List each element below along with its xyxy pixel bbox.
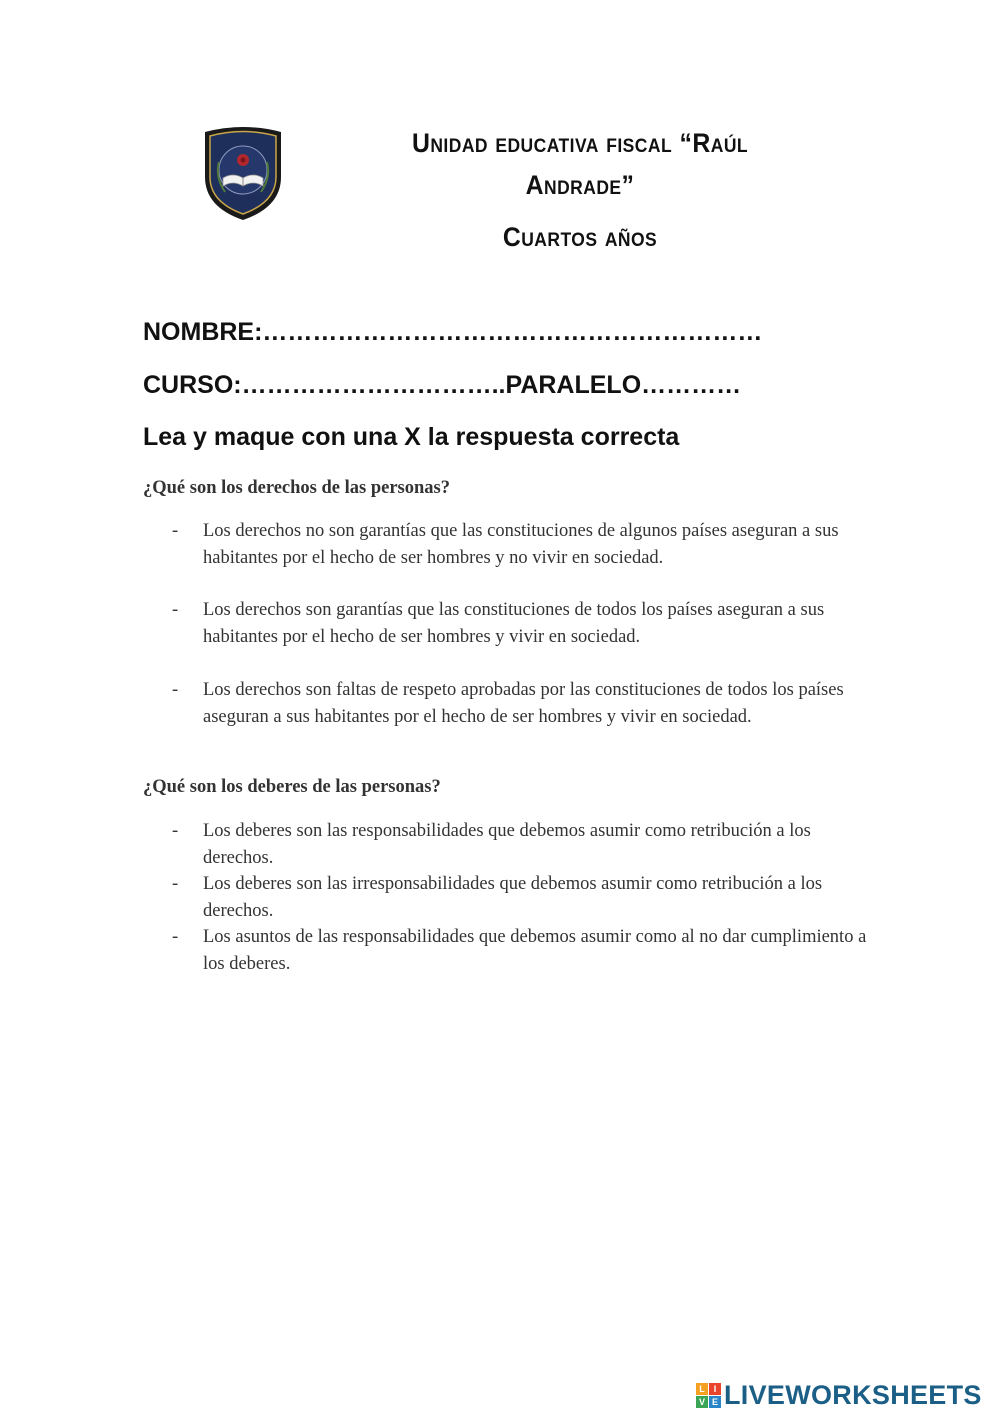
option-dash: -	[172, 927, 179, 947]
liveworksheets-logo	[696, 1380, 982, 1411]
option-text: Los asuntos de las responsabilidades que debemos asumir como al no dar cumplimiento a los deberes.	[203, 927, 867, 974]
option-text: Los derechos son garantías que las constituciones de todos los países aseguran a sus habitantes por el hecho de ser hombres y vivir en sociedad.	[203, 600, 825, 647]
question-duties-options	[170, 818, 870, 977]
option-dash: -	[172, 521, 179, 541]
option-item[interactable]	[170, 677, 870, 730]
option-text: Los derechos son faltas de respeto aprobadas por las constituciones de todos los países aseguran a sus habitantes por el hecho de ser hombres y vivir en sociedad.	[203, 680, 844, 727]
question-rights-title: ¿Qué son los derechos de las personas?	[143, 478, 450, 498]
school-name	[350, 122, 810, 206]
grade-title: Cuartos años	[502, 222, 658, 252]
logo-tiles-icon	[696, 1383, 721, 1408]
option-item[interactable]	[170, 518, 870, 571]
option-text: Los deberes son las responsabilidades que debemos asumir como retribución a los derechos.	[203, 821, 811, 868]
logo-tile: L	[696, 1383, 708, 1395]
option-text: Los deberes son las irresponsabilidades que debemos asumir como retribución a los derechos.	[203, 874, 823, 921]
option-dash: -	[172, 821, 179, 841]
name-field-label: NOMBRE:……………………………………………………	[143, 318, 763, 346]
question-rights-options	[170, 518, 870, 730]
brand-name: LIVEWORKSHEETS	[724, 1380, 982, 1410]
option-text: Los derechos no son garantías que las constituciones de algunos países aseguran a sus habitantes por el hecho de ser hombres y no vivir en sociedad.	[203, 521, 839, 568]
school-crest-logo	[197, 122, 289, 222]
school-name-line2: Andrade”	[525, 170, 635, 200]
option-dash: -	[172, 600, 179, 620]
option-item[interactable]	[170, 597, 870, 650]
option-dash: -	[172, 680, 179, 700]
logo-tile: V	[696, 1396, 708, 1408]
logo-tile: E	[709, 1396, 721, 1408]
instruction-text: Lea y maque con una X la respuesta correcta	[143, 423, 680, 451]
course-field-label: CURSO:…………………………..PARALELO…………	[143, 371, 742, 399]
school-name-line1: Unidad educativa fiscal “Raúl	[411, 128, 749, 158]
question-duties-title: ¿Qué son los deberes de las personas?	[143, 777, 441, 797]
option-item[interactable]	[170, 871, 870, 924]
option-item[interactable]	[170, 924, 870, 977]
option-item[interactable]	[170, 818, 870, 871]
option-dash: -	[172, 874, 179, 894]
logo-tile: I	[709, 1383, 721, 1395]
